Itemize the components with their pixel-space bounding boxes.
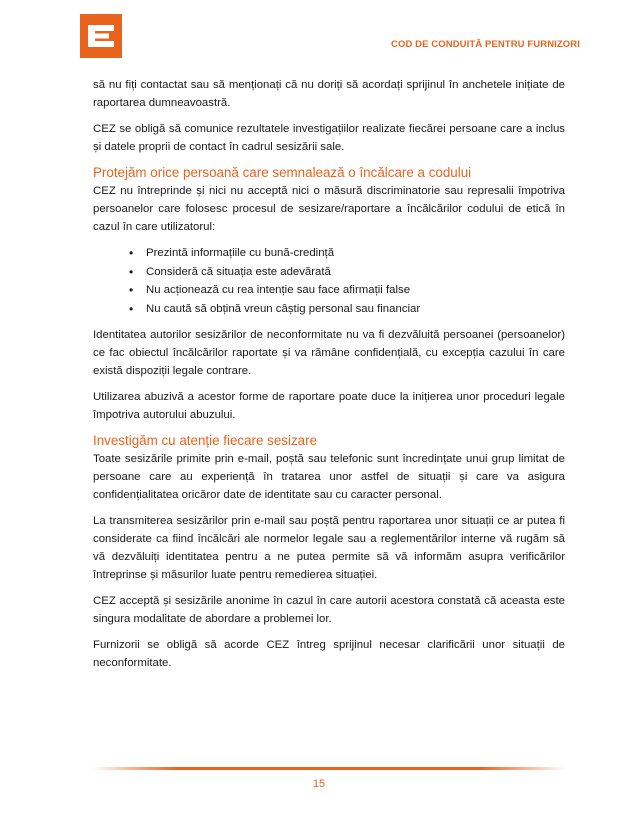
cez-logo bbox=[80, 14, 122, 58]
paragraph: La transmiterea sesizărilor prin e-mail sau poștă pentru raportarea unor situații ce ar putea fi considerate ca fiind încălcări ale normelor legale sau a reglementărilor interne vă rugăm să vă dezvăluiți identitatea pentru a ne putea permite să vă informăm asupra verificărilor întreprinse și măsurilor luate pentru remedierea situației. bbox=[93, 515, 565, 581]
section-heading: Protejăm orice persoană care semnalează o încălcare a codului bbox=[93, 165, 472, 180]
cez-logo-icon bbox=[80, 14, 122, 58]
paragraph: Utilizarea abuzivă a acestor forme de raportare poate duce la inițierea unor proceduri legale împotriva autorului abuzului. bbox=[93, 391, 565, 421]
bullet-list bbox=[93, 244, 565, 318]
paragraph: Furnizorii se obligă să acorde CEZ întreg sprijinul necesar clarificării unor situații de neconformitate. bbox=[93, 639, 565, 669]
paragraph: CEZ acceptă și sesizările anonime în cazul în care autorii acestora constată că aceasta este singura modalitate de abordare a problemei lor. bbox=[93, 595, 565, 625]
page-content bbox=[93, 76, 565, 680]
section-heading: Investigăm cu atenție fiecare sesizare bbox=[93, 433, 318, 448]
paragraph: să nu fiți contactat sau să menționați că nu doriți să acordați sprijinul în anchetele inițiate de raportarea dumneavoastră. bbox=[93, 79, 565, 109]
paragraph: CEZ nu întreprinde și nici nu acceptă nici o măsură discriminatorie sau represalii împotriva persoanelor care folosesc procesul de sesizare/raportare a încălcărilor codului de etică în cazul în care utilizatorul: bbox=[93, 185, 565, 233]
paragraph: CEZ se obligă să comunice rezultatele investigațiilor realizate fiecărei persoane care a inclus și datele proprii de contact în cadrul sesizării sale. bbox=[93, 123, 565, 153]
bullet-item: • Nu acționează cu rea intenție sau face afirmații false bbox=[146, 281, 565, 300]
paragraph: Identitatea autorilor sesizărilor de neconformitate nu va fi dezvăluită persoanei (persoanelor) ce fac obiectul încălcărilor raportate și va rămâne confidențială, cu excepția cazului în care există dispoziții legale contrare. bbox=[93, 329, 565, 377]
document-title: COD DE CONDUITĂ PENTRU FURNIZORI bbox=[391, 39, 580, 50]
bullet-item: • Prezintă informațiile cu bună-credință bbox=[146, 244, 565, 263]
bullet-item: • Consideră că situația este adevărată bbox=[146, 263, 565, 282]
page-number: 15 bbox=[312, 778, 326, 790]
bullet-item: • Nu caută să obțină vreun câștig personal sau financiar bbox=[146, 300, 565, 319]
footer-divider bbox=[92, 767, 566, 770]
paragraph: Toate sesizările primite prin e-mail, poștă sau telefonic sunt încredințate unui grup limitat de persoane care au experiență în tratarea unor astfel de situații și care va asigura confidențialitatea oricăror date de identitate sau cu caracter personal. bbox=[93, 453, 565, 501]
